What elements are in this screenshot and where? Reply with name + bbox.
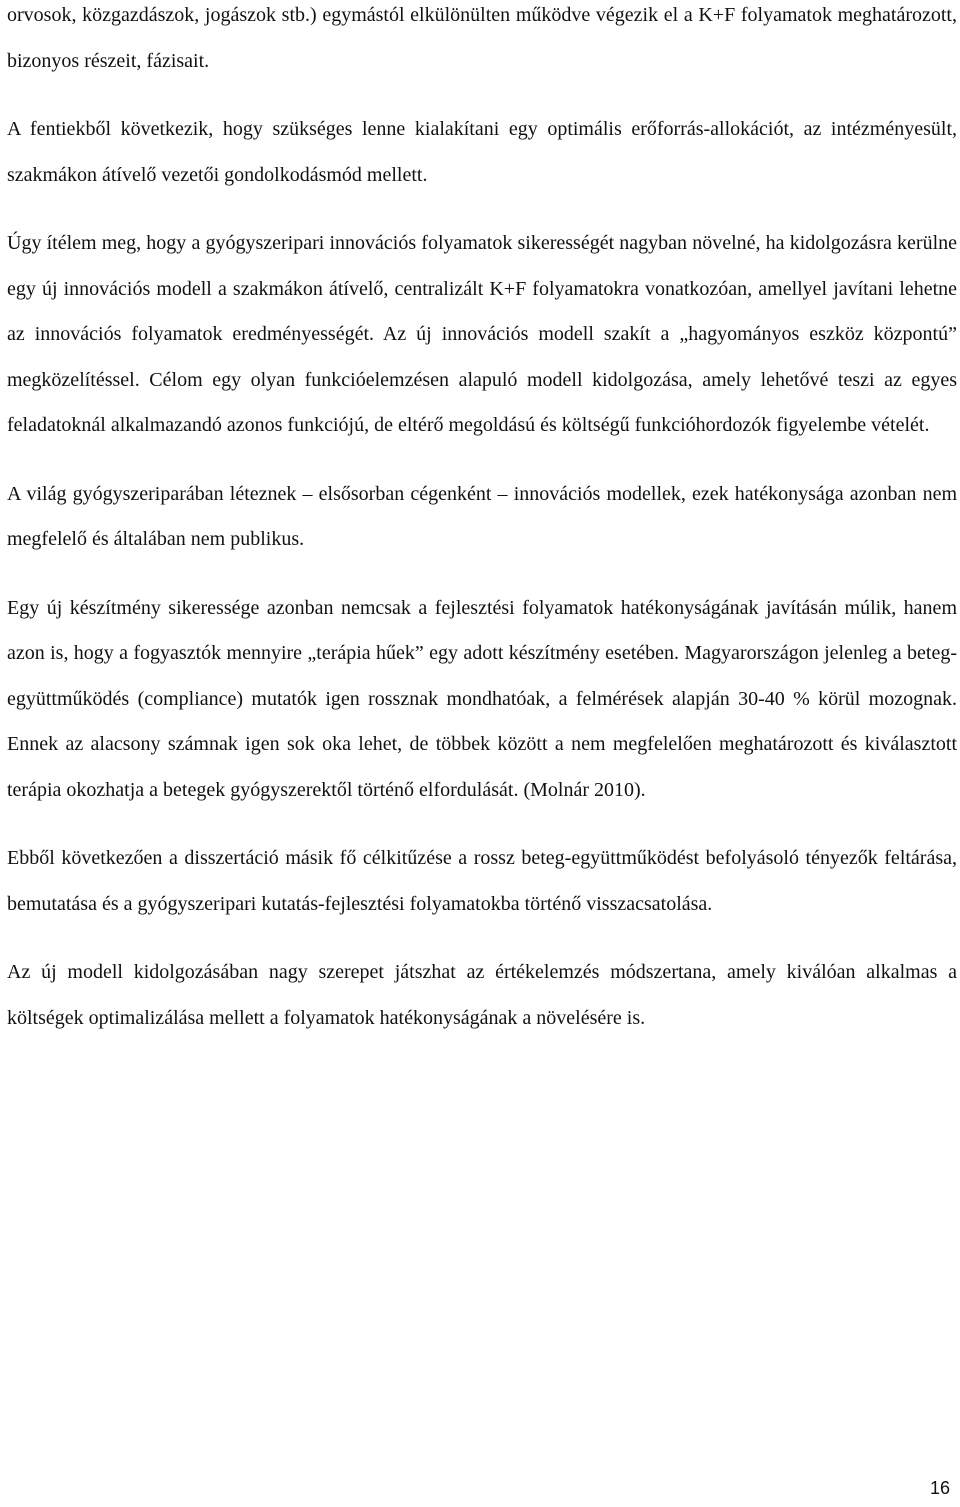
paragraph-resource-allocation: A fentiekből következik, hogy szükséges lenne kialakítani egy optimális erőforrás-allokációt, az intézményesült, szakmákon átívelő vezetői gondolkodásmód mellett. [7, 118, 957, 186]
document-page [7, 0, 957, 1041]
paragraph-compliance: Egy új készítmény sikeressége azonban nemcsak a fejlesztési folyamatok hatékonyságának javításán múlik, hanem azon is, hogy a fogyasztók mennyire „terápia hűek” egy adott készítmény esetében. Magyarországon jelenleg a beteg-együttműködés (compliance) mutatók igen rossznak mondhatóak, a felmérések alapján 30-40 % körül mozognak. Ennek az alacsony számnak igen sok oka lehet, de többek között a nem megfelelően meghatározott és kiválasztott terápia okozhatja a betegek gyógyszerektől történő elfordulását. (Molnár 2010). [7, 596, 957, 801]
paragraph-innovation-model: Úgy ítélem meg, hogy a gyógyszeripari innovációs folyamatok sikerességét nagyban növelné, ha kidolgozásra kerülne egy új innovációs modell a szakmákon átívelő, centralizált K+F folyamatokra vonatkozóan, amellyel javítani lehetne az innovációs folyamatok eredményességét. Az új innovációs modell szakít a „hagyományos eszköz központú” megközelítéssel. Célom egy olyan funkcióelemzésen alapuló modell kidolgozása, amely lehetővé teszi az egyes feladatoknál alkalmazandó azonos funkciójú, de eltérő megoldású és költségű funkcióhordozók figyelembe vételét. [7, 232, 957, 436]
page-number: 16 [929, 1478, 950, 1498]
paragraph-value-analysis: Az új modell kidolgozásában nagy szerepet játszhat az értékelemzés módszertana, amely kiválóan alkalmas a költségek optimalizálása mellett a folyamatok hatékonyságának a növelésére is. [7, 961, 957, 1029]
paragraph-dissertation-goal: Ebből következően a disszertáció másik fő célkitűzése a rossz beteg-együttműködést befolyásoló tényezők feltárása, bemutatása és a gyógyszeripari kutatás-fejlesztési folyamatokba történő visszacsatolása. [7, 847, 957, 915]
paragraph-continuation: orvosok, közgazdászok, jogászok stb.) egymástól elkülönülten működve végezik el a K+F folyamatok meghatározott, bizonyos részeit, fázisait. [7, 4, 957, 72]
paragraph-world-pharma: A világ gyógyszeriparában léteznek – elsősorban cégenként – innovációs modellek, ezek hatékonysága azonban nem megfelelő és általában nem publikus. [7, 482, 957, 550]
